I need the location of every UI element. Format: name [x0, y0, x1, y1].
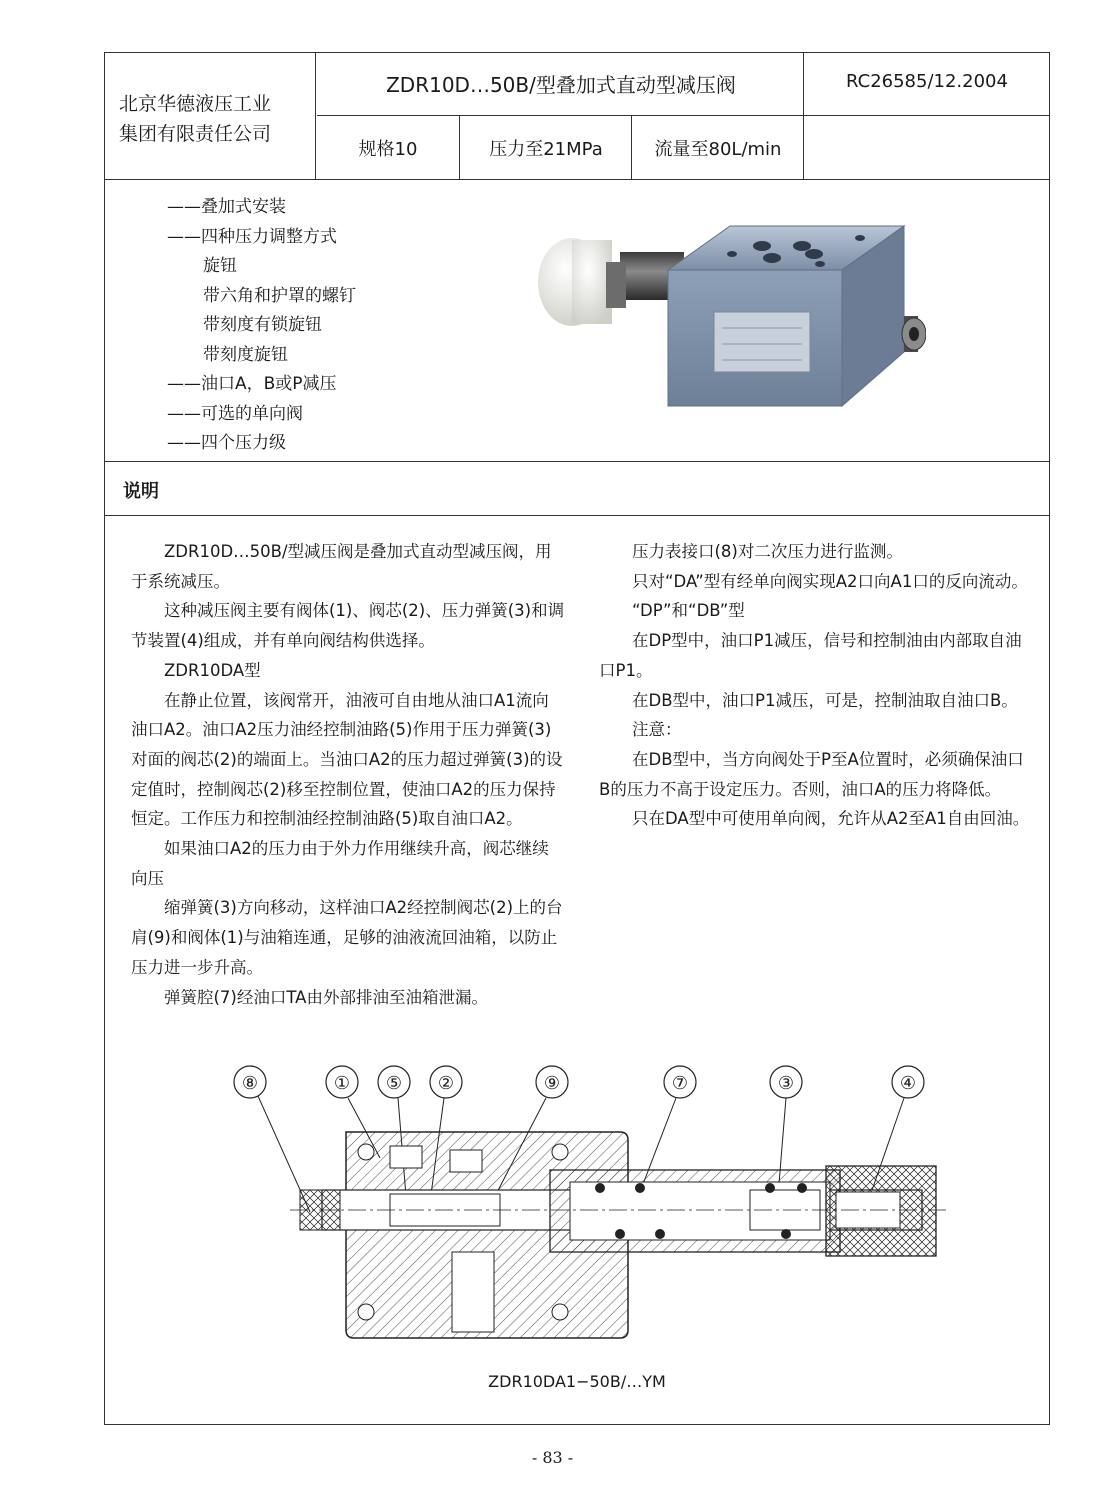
nameplate: [714, 312, 810, 372]
paragraph: 在静止位置，该阀常开，油液可自由地从油口A1流向油口A2。油口A2压力油经控制油路(5)作用于压力弹簧(3)对面的阀芯(2)的端面上。当油口A2的压力超过弹簧(3)的设定值时，控制阀芯(2)移至控制位置，使油口A2的压力保持恒定。工作压力和控制油经控制油路(5)取自油口A2。: [131, 690, 563, 829]
spring-coil: [781, 1229, 791, 1239]
oil-passage: [390, 1146, 422, 1168]
paragraph: 压力表接口(8)对二次压力进行监测。: [632, 542, 903, 561]
page-number: - 83 -: [531, 1448, 574, 1467]
section-title: 说明: [123, 481, 159, 502]
feature-subitem: 带刻度有锁旋钮: [203, 315, 322, 335]
feature-item: ——可选的单向阀: [167, 403, 303, 424]
spec-flow: 流量至80L/min: [654, 139, 782, 160]
document-code: RC26585/12.2004: [846, 71, 1008, 92]
header-divider-3: [459, 115, 460, 179]
callout-4: ④: [899, 1073, 917, 1093]
feature-subitem: 带刻度旋钮: [203, 344, 288, 365]
lock-ring: [606, 262, 626, 308]
callout-3: ③: [777, 1073, 795, 1093]
feature-item: ——四种压力调整方式: [167, 226, 337, 247]
callout-1: ①: [333, 1073, 351, 1093]
callout-8: ⑧: [241, 1073, 259, 1093]
paragraph: 如果油口A2的压力由于外力作用继续升高，阀芯继续向压: [131, 839, 549, 888]
paragraph: 在DP型中，油口P1减压，信号和控制油由内部取自油口P1。: [599, 631, 1022, 680]
feature-item: ——叠加式安装: [167, 197, 286, 217]
header-divider-4: [631, 115, 632, 179]
drawing-caption: ZDR10DA1−50B/…YM: [488, 1372, 666, 1391]
description-left-column: [131, 537, 565, 1012]
bolt-hole: [552, 1304, 568, 1320]
port-hole: [855, 235, 865, 241]
paragraph: “DP”和“DB”型: [632, 601, 745, 621]
bolt-hole: [358, 1144, 374, 1160]
spring-coil: [635, 1183, 645, 1193]
header-rule-bottom: [105, 179, 1049, 180]
company-line-1: 北京华德液压工业: [119, 93, 272, 115]
feature-item: ——四个压力级: [167, 433, 286, 453]
port-hole: [815, 261, 825, 267]
paragraph: ZDR10DA型: [164, 660, 261, 680]
features-rule-bottom: [105, 461, 1049, 462]
gauge-port-hole: [909, 327, 919, 341]
feature-item: ——油口A，B或P减压: [167, 374, 337, 394]
spec-size: 规格10: [358, 139, 418, 160]
feature-list: [167, 193, 356, 459]
spring-coil: [655, 1229, 665, 1239]
spec-pressure: 压力至21MPa: [489, 139, 603, 160]
header-divider-1: [315, 53, 316, 179]
paragraph: 弹簧腔(7)经油口TA由外部排油至油箱泄漏。: [164, 987, 488, 1007]
company-line-2: 集团有限责任公司: [119, 123, 272, 145]
spring-coil: [797, 1183, 807, 1193]
bolt-hole: [552, 1144, 568, 1160]
callout-9: ⑨: [543, 1073, 561, 1093]
paragraph: 缩弹簧(3)方向移动，这样油口A2经控制阀芯(2)上的台肩(9)和阀体(1)与油箱连通，足够的油液流回油箱，以防止压力进一步升高。: [131, 898, 563, 977]
paragraph: 只在DA型中可使用单向阀，允许从A2至A1自由回油。: [632, 809, 1030, 829]
paragraph: 这种减压阀主要有阀体(1)、阀芯(2)、压力弹簧(3)和调节装置(4)组成，并有单向阀结构供选择。: [131, 601, 565, 651]
feature-subitem: 带六角和护罩的螺钉: [203, 285, 356, 306]
company-name: [119, 89, 271, 149]
bolt-hole: [358, 1304, 374, 1320]
port-hole: [727, 251, 737, 257]
callout-5: ⑤: [385, 1073, 403, 1093]
callout-2: ②: [437, 1073, 455, 1093]
paragraph: 在DB型中，当方向阀处于P至A位置时，必须确保油口B的压力不高于设定压力。否则，油口A的压力将降低。: [599, 749, 1024, 799]
sectional-drawing: [230, 1062, 950, 1362]
paragraph: 在DB型中，油口P1减压，可是，控制油取自油口B。: [632, 690, 1018, 710]
spring-coil: [615, 1229, 625, 1239]
oil-passage: [450, 1150, 482, 1172]
header-rule-mid: [317, 115, 1049, 116]
port-hole: [763, 253, 781, 263]
paragraph: ZDR10D…50B/型减压阀是叠加式直动型减压阀，用于系统减压。: [131, 542, 552, 591]
description-right-column: [599, 537, 1033, 834]
section-rule-bottom: [105, 515, 1049, 516]
valve-product-photo: [536, 224, 926, 414]
spring-coil: [595, 1183, 605, 1193]
paragraph: 只对“DA”型有经单向阀实现A2口向A1口的反向流动。: [632, 571, 1028, 591]
spring-coil: [765, 1183, 775, 1193]
feature-subitem: 旋钮: [203, 256, 237, 276]
port-hole: [805, 249, 823, 259]
callout-7: ⑦: [671, 1073, 689, 1093]
tank-passage: [452, 1252, 494, 1332]
port-hole: [793, 241, 811, 251]
page-title: ZDR10D…50B/型叠加式直动型减压阀: [386, 73, 736, 97]
paragraph: 注意：: [632, 720, 682, 740]
port-hole: [753, 241, 771, 251]
